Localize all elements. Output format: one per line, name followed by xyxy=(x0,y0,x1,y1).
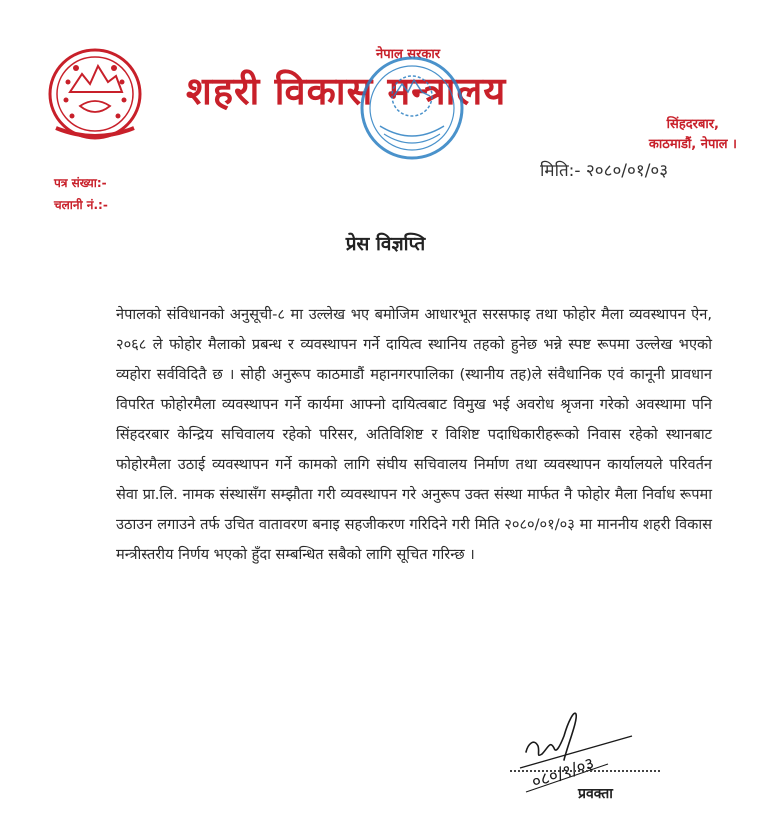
address-line-2: काठमाडौं, नेपाल । xyxy=(648,137,737,152)
letter-number-label: पत्र संख्या:- xyxy=(54,176,107,190)
notice-title: प्रेस विज्ञप्ति xyxy=(345,233,426,255)
nepal-emblem-icon xyxy=(46,44,144,146)
ministry-title: शहरी विकास मन्त्रालय xyxy=(186,69,507,113)
dispatch-number-label: चलानी नं.:- xyxy=(54,198,108,212)
government-label: नेपाल सरकार xyxy=(376,47,441,62)
handwritten-signature-icon xyxy=(512,708,642,800)
spokesperson-label: प्रवक्ता xyxy=(578,786,613,802)
address-line-1: सिंहदरबार, xyxy=(666,117,719,132)
ministry-stamp-icon xyxy=(356,52,468,164)
svg-text:०८०/१/०३: ०८०/१/०३ xyxy=(529,753,597,793)
notice-body: नेपालको संविधानको अनुसूची-८ मा उल्लेख भए बमोजिम आधारभूत सरसफाइ तथा फोहोर मैला व्यवस्थापन ऐन, २०६८ ले फोहोर मैलाको प्रबन्ध र व्यवस्थापन गर्ने दायित्व स्थानिय तहको हुनेछ भन्ने स्पष्ट रूपमा उल्लेख भएको व्यहोरा सर्वविदितै छ । सोही अनुरूप काठमाडौं महानगरपालिका (स्थानीय तह)ले संवैधानिक एवं कानूनी प्रावधान विपरित फोहोरमैला व्यवस्थापन गर्ने कार्यमा आफ्नो दायित्वबाट विमुख भई अवरोध श्रृजना गरेको अवस्थामा पनि सिंहदरबार केन्द्रिय सचिवालय रहेको परिसर, अतिविशिष्ट र विशिष्ट पदाधिकारीहरूको निवास रहेको स्थानबाट फोहोरमैला उठाई व्यवस्थापन गर्ने कामको लागि संघीय सचिवालय निर्माण तथा व्यवस्थापन कार्यालयले परिवर्तन सेवा प्रा.लि. नामक संस्थासँग सम्झौता गरी व्यवस्थापन गरे अनुरूप उक्त संस्था मार्फत नै फोहोर मैला निर्वाध रूपमा उठाउन लगाउने तर्फ उचित वातावरण बनाइ सहजीकरण गरिदिने गरी मिति २०८०/०१/०३ मा माननीय शहरी विकास मन्त्रीस्तरीय निर्णय भएको हुँदा सम्बन्धित सबैको लागि सूचित गरिन्छ । xyxy=(116,306,712,563)
signature-line xyxy=(510,770,660,772)
issue-date: मिति:- २०८०/०१/०३ xyxy=(540,161,669,181)
